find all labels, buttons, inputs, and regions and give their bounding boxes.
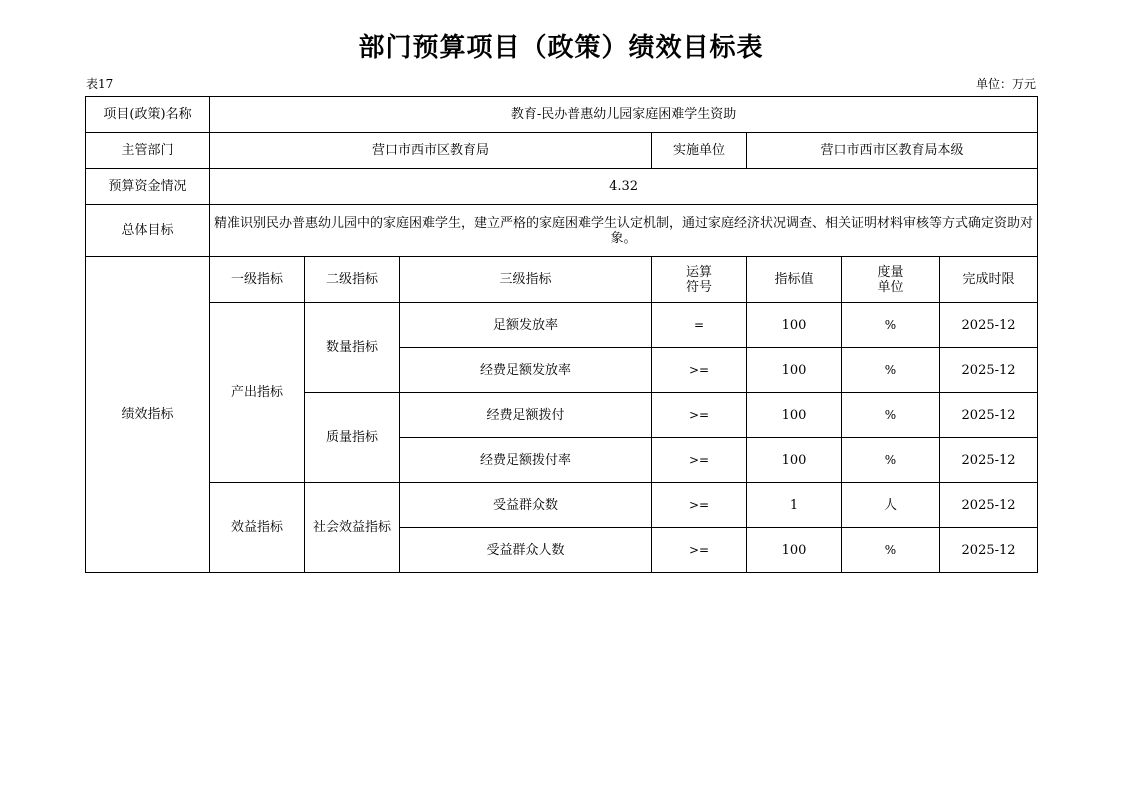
level1-benefit: 效益指标 [210, 483, 305, 573]
indicator-value: 100 [747, 528, 842, 573]
goal-label: 总体目标 [86, 205, 210, 257]
indicator-deadline: 2025-12 [940, 393, 1038, 438]
department-row [86, 133, 1038, 169]
header-unit [842, 257, 940, 303]
indicator-unit: % [842, 438, 940, 483]
project-row [86, 97, 1038, 133]
indicator-value: 100 [747, 348, 842, 393]
header-operator-line1: 运算 [685, 264, 712, 280]
performance-table [85, 96, 1038, 573]
indicator-unit: % [842, 528, 940, 573]
level2-quantity: 数量指标 [305, 303, 400, 393]
indicator-name: 受益群众数 [400, 483, 652, 528]
header-deadline: 完成时限 [940, 257, 1038, 303]
header-unit-line1: 度量 [877, 264, 904, 280]
indicator-deadline: 2025-12 [940, 348, 1038, 393]
page-title: 部门预算项目（政策）绩效目标表 [358, 33, 764, 63]
unit-label: 单位：万元 [975, 77, 1036, 91]
budget-row [86, 169, 1038, 205]
indicator-unit: % [842, 393, 940, 438]
header-level2: 二级指标 [305, 257, 400, 303]
header-level3: 三级指标 [400, 257, 652, 303]
executor-label: 实施单位 [652, 133, 747, 169]
project-value: 教育-民办普惠幼儿园家庭困难学生资助 [210, 97, 1038, 133]
department-label: 主管部门 [86, 133, 210, 169]
indicator-unit: 人 [842, 483, 940, 528]
indicator-value: 100 [747, 438, 842, 483]
indicator-header-row [86, 257, 1038, 303]
goal-row [86, 205, 1038, 257]
indicator-operator: >= [652, 528, 747, 573]
indicator-deadline: 2025-12 [940, 303, 1038, 348]
indicator-deadline: 2025-12 [940, 528, 1038, 573]
indicator-deadline: 2025-12 [940, 438, 1038, 483]
indicator-operator: >= [652, 393, 747, 438]
project-label: 项目(政策)名称 [86, 97, 210, 133]
executor-value: 营口市西市区教育局本级 [747, 133, 1038, 169]
indicator-name: 经费足额拨付率 [400, 438, 652, 483]
header-operator-line2: 符号 [685, 279, 712, 295]
indicator-section-label: 绩效指标 [86, 257, 210, 573]
level1-output: 产出指标 [210, 303, 305, 483]
indicator-value: 1 [747, 483, 842, 528]
table-row [86, 483, 1038, 528]
indicator-name: 受益群众人数 [400, 528, 652, 573]
indicator-value: 100 [747, 303, 842, 348]
indicator-unit: % [842, 348, 940, 393]
goal-value: 精准识别民办普惠幼儿园中的家庭困难学生，建立严格的家庭困难学生认定机制，通过家庭经济状况调查、相关证明材料审核等方式确定资助对象。 [210, 205, 1038, 257]
indicator-operator: = [652, 303, 747, 348]
table-row [86, 303, 1038, 348]
budget-label: 预算资金情况 [86, 169, 210, 205]
indicator-name: 足额发放率 [400, 303, 652, 348]
indicator-unit: % [842, 303, 940, 348]
level2-social-benefit: 社会效益指标 [305, 483, 400, 573]
department-value: 营口市西市区教育局 [210, 133, 652, 169]
indicator-name: 经费足额发放率 [400, 348, 652, 393]
level2-quality: 质量指标 [305, 393, 400, 483]
header-value: 指标值 [747, 257, 842, 303]
header-level1: 一级指标 [210, 257, 305, 303]
indicator-operator: >= [652, 483, 747, 528]
indicator-value: 100 [747, 393, 842, 438]
table-number: 表17 [86, 77, 114, 91]
header-unit-line2: 单位 [877, 279, 904, 295]
header-operator [652, 257, 747, 303]
indicator-deadline: 2025-12 [940, 483, 1038, 528]
budget-value: 4.32 [210, 169, 1038, 205]
indicator-operator: >= [652, 348, 747, 393]
indicator-name: 经费足额拨付 [400, 393, 652, 438]
indicator-operator: >= [652, 438, 747, 483]
